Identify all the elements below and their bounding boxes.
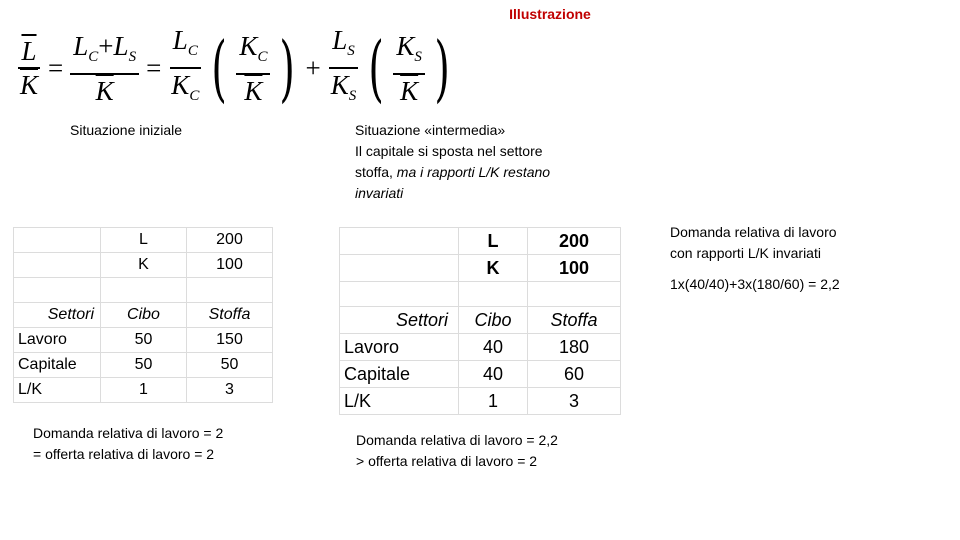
lc-kc-numerator: [170, 25, 201, 69]
lhs-numerator: $\overline{L}$: [18, 36, 39, 69]
side-note-line1: Domanda relativa di lavoro: [670, 224, 837, 240]
initial-note-line2: = offerta relativa di lavoro = 2: [33, 446, 215, 462]
intermediate-note-line1: Domanda relativa di lavoro = 2,2: [356, 432, 558, 448]
lc-kc-denominator: [168, 69, 202, 111]
kc-k-fraction: [236, 31, 270, 106]
empty-cell: [459, 282, 528, 307]
sum-denominator: K: [95, 75, 114, 106]
page-title: Illustrazione: [509, 6, 591, 22]
table-row: [14, 278, 273, 303]
intermediate-table: [339, 227, 621, 415]
intermediate-heading-line4: invariati: [355, 185, 404, 201]
right-paren-2: ): [434, 26, 450, 110]
table-row: [14, 228, 273, 253]
total-k-label: K: [101, 253, 187, 278]
cell-value: 60: [528, 361, 621, 388]
empty-cell: [340, 255, 459, 282]
cell-value: 50: [101, 328, 187, 353]
total-k-value: 100: [187, 253, 273, 278]
lhs-denominator: K: [20, 70, 39, 100]
intermediate-note-line2: > offerta relativa di lavoro = 2: [356, 453, 538, 469]
header-stoffa: Stoffa: [528, 307, 621, 334]
initial-note-line1: Domanda relativa di lavoro = 2: [33, 425, 224, 441]
kc-num-symbol: K: [239, 30, 258, 61]
intermediate-heading-line1: Situazione «intermedia»: [355, 122, 506, 138]
empty-cell: [101, 278, 187, 303]
equals-sign: =: [48, 52, 64, 83]
ls-num-symbol: L: [332, 25, 348, 55]
intermediate-note: [356, 430, 558, 472]
ls-symbol: L: [113, 30, 129, 61]
cell-value: 1: [459, 388, 528, 415]
lhs-fraction: [17, 36, 41, 100]
capital-labor-ratio-formula: [14, 25, 456, 110]
total-l-label: L: [101, 228, 187, 253]
empty-cell: [340, 228, 459, 255]
table-row: [14, 328, 273, 353]
cell-value: 3: [187, 378, 273, 403]
left-paren-1: (: [211, 26, 228, 110]
header-settori: Settori: [14, 303, 101, 328]
kc-num-subscript: C: [257, 48, 268, 65]
kc-k-numerator: [236, 31, 270, 75]
cell-value: 180: [528, 334, 621, 361]
table-row: [340, 361, 621, 388]
lc-num-symbol: L: [172, 25, 188, 55]
ks-den-subscript: S: [348, 88, 357, 104]
sum-numerator: [70, 31, 139, 75]
kc-den-subscript: C: [189, 88, 200, 104]
intermediate-heading-line3a: stoffa,: [355, 164, 397, 180]
row-label: L/K: [340, 388, 459, 415]
header-settori: Settori: [340, 307, 459, 334]
initial-situation-heading: Situazione iniziale: [70, 122, 183, 138]
header-cibo: Cibo: [459, 307, 528, 334]
intermediate-heading-line2: Il capitale si sposta nel settore: [355, 143, 543, 159]
side-note: [670, 222, 840, 295]
intermediate-heading-line3b: ma i rapporti L/K restano: [396, 164, 551, 180]
plus-sign: +: [98, 30, 114, 61]
plus-operator: +: [305, 52, 321, 83]
side-note-calculation: 1x(40/40)+3x(180/60) = 2,2: [670, 276, 840, 292]
total-l-value: 200: [187, 228, 273, 253]
row-label: Lavoro: [14, 328, 101, 353]
empty-cell: [14, 253, 101, 278]
side-note-line2: con rapporti L/K invariati: [670, 245, 821, 261]
intermediate-situation-heading: [355, 120, 550, 204]
ks-num-symbol: K: [396, 30, 415, 61]
table-row: [14, 378, 273, 403]
cell-value: 150: [187, 328, 273, 353]
ks-k-fraction: [393, 31, 425, 106]
ks-den-symbol: K: [330, 70, 349, 100]
ls-ks-numerator: [329, 25, 358, 69]
table-row: [14, 353, 273, 378]
cell-value: 3: [528, 388, 621, 415]
total-l-value: 200: [528, 228, 621, 255]
ks-k-numerator: [393, 31, 425, 75]
left-paren-2: (: [368, 26, 385, 110]
initial-note: [33, 423, 223, 465]
row-label: Lavoro: [340, 334, 459, 361]
ks-k-denominator: K: [400, 75, 419, 106]
cell-value: 40: [459, 334, 528, 361]
intermediate-heading-line3: [355, 162, 550, 183]
total-k-value: 100: [528, 255, 621, 282]
sum-fraction: [70, 31, 139, 106]
right-paren-1: ): [279, 26, 296, 110]
ls-ks-denominator: [328, 69, 360, 111]
table-row: [340, 255, 621, 282]
row-label: Capitale: [14, 353, 101, 378]
initial-table: [13, 227, 273, 403]
lc-kc-fraction: [168, 25, 202, 111]
table-header-row: [340, 307, 621, 334]
table-header-row: [14, 303, 273, 328]
total-l-label: L: [459, 228, 528, 255]
ks-num-subscript: S: [414, 48, 422, 65]
cell-value: 50: [101, 353, 187, 378]
table-row: [340, 388, 621, 415]
row-label: Capitale: [340, 361, 459, 388]
ls-subscript: S: [128, 48, 137, 65]
total-k-label: K: [459, 255, 528, 282]
empty-cell: [14, 278, 101, 303]
table-row: [340, 228, 621, 255]
lc-symbol: L: [73, 30, 89, 61]
ls-num-subscript: S: [347, 43, 355, 59]
cell-value: 50: [187, 353, 273, 378]
equals-sign-2: =: [146, 52, 162, 83]
ls-ks-fraction: [328, 25, 360, 111]
header-cibo: Cibo: [101, 303, 187, 328]
lc-num-subscript: C: [187, 43, 198, 59]
cell-value: 1: [101, 378, 187, 403]
kc-k-denominator: K: [244, 75, 263, 106]
table-row: [14, 253, 273, 278]
row-label: L/K: [14, 378, 101, 403]
empty-cell: [528, 282, 621, 307]
lc-subscript: C: [88, 48, 99, 65]
cell-value: 40: [459, 361, 528, 388]
empty-cell: [14, 228, 101, 253]
header-stoffa: Stoffa: [187, 303, 273, 328]
table-row: [340, 334, 621, 361]
table-row: [340, 282, 621, 307]
empty-cell: [187, 278, 273, 303]
kc-den-symbol: K: [171, 70, 190, 100]
empty-cell: [340, 282, 459, 307]
